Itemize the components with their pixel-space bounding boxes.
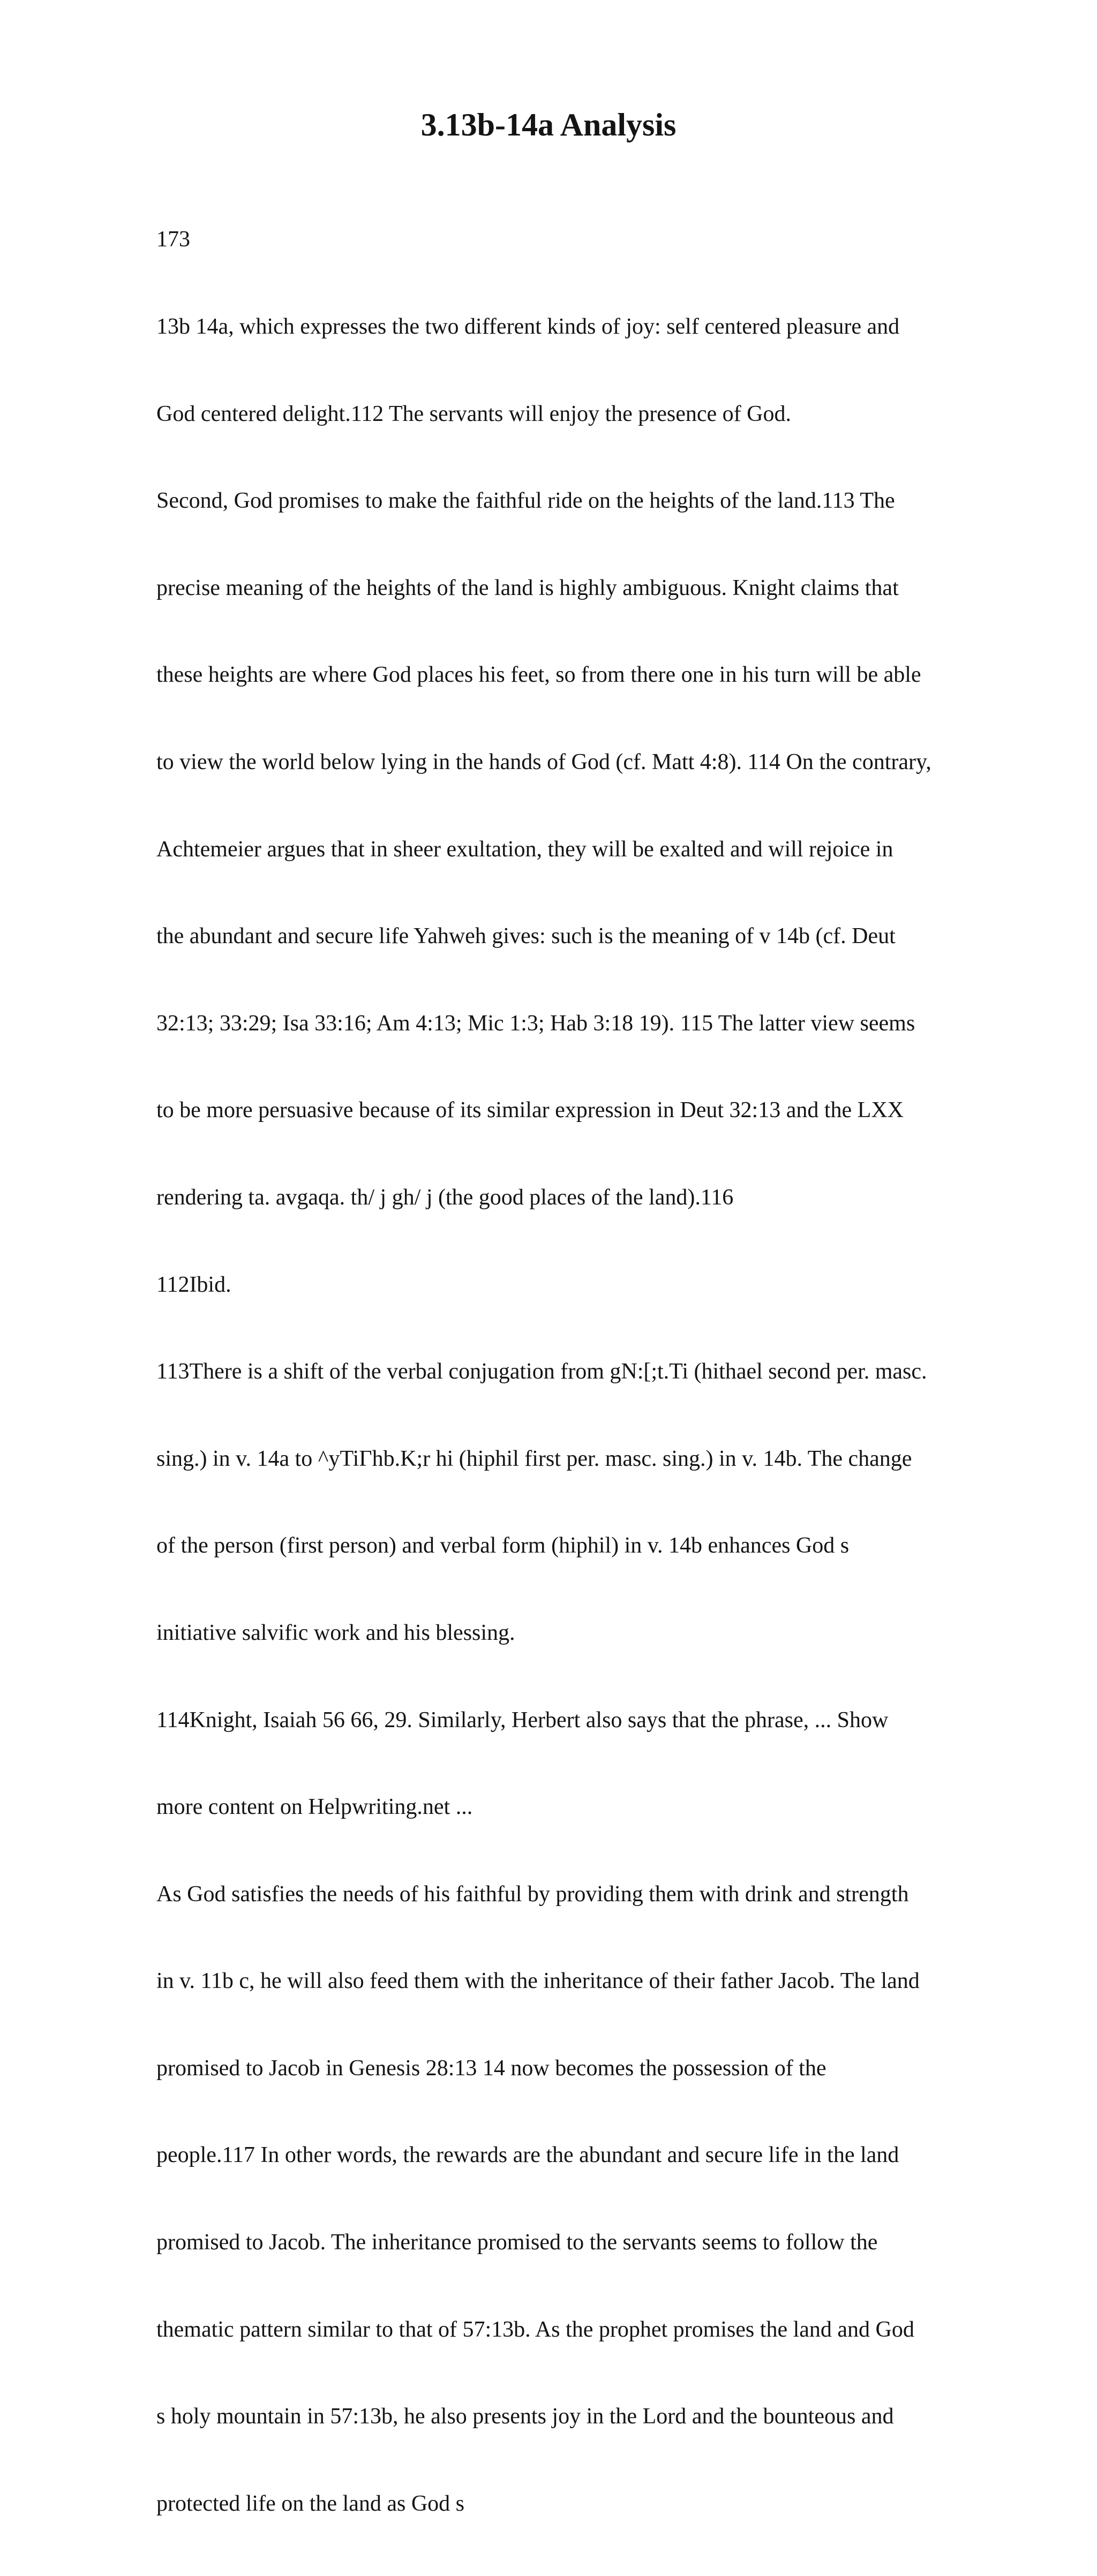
page-title: 3.13b-14a Analysis [420,107,677,142]
text-line: promised to Jacob in Genesis 28:13 14 now becomes the possession of the [156,2055,826,2081]
text-line: promised to Jacob. The inheritance promised to the servants seems to follow the [156,2230,878,2255]
text-line: 32:13; 33:29; Isa 33:16; Am 4:13; Mic 1:3; Hab 3:18 19). 115 The latter view seems [156,1011,915,1036]
footnote-line: 112Ibid. [156,1272,231,1297]
footnote-line: sing.) in v. 14a to ^yTiГhb.K;r hi (hiphil first per. masc. sing.) in v. 14b. The change [156,1446,912,1471]
text-line: thematic pattern similar to that of 57:13b. As the prophet promises the land and God [156,2317,914,2342]
footnote-line: 114Knight, Isaiah 56 66, 29. Similarly, Herbert also says that the phrase, ... Show [156,1707,889,1733]
text-line: Achtemeier argues that in sheer exultation, they will be exalted and will rejoice in [156,837,893,862]
text-line: in v. 11b c, he will also feed them with the inheritance of their father Jacob. The land [156,1969,920,1994]
text-line: to view the world below lying in the hands of God (cf. Matt 4:8). 114 On the contrary, [156,749,931,774]
text-line: the abundant and secure life Yahweh gives: such is the meaning of v 14b (cf. Deut [156,924,896,949]
footnote-line: 113There is a shift of the verbal conjugation from gN:[;t.Ti (hithael second per. masc. [156,1359,927,1384]
footnote-line: initiative salvific work and his blessing. [156,1620,515,1645]
text-line: 13b 14a, which expresses the two different kinds of joy: self centered pleasure and [156,314,900,339]
footnote-line: more content on Helpwriting.net ... [156,1795,473,1820]
text-line: people.117 In other words, the rewards are the abundant and secure life in the land [156,2143,899,2168]
text-line: rendering ta. avgaqa. th/ j gh/ j (the good places of the land).116 [156,1185,734,1210]
text-line: God centered delight.112 The servants will enjoy the presence of God. [156,401,791,426]
text-line: 173 [156,227,190,252]
text-line: Second, God promises to make the faithful ride on the heights of the land.113 The [156,488,895,514]
body-text [156,167,1056,2576]
text-line: precise meaning of the heights of the land is highly ambiguous. Knight claims that [156,575,899,600]
text-line: these heights are where God places his feet, so from there one in his turn will be able [156,662,921,688]
footnote-line: of the person (first person) and verbal form (hiphil) in v. 14b enhances God s [156,1533,850,1558]
text-line: to be more persuasive because of its similar expression in Deut 32:13 and the LXX [156,1098,904,1123]
text-line: protected life on the land as God s [156,2491,464,2516]
text-line: s holy mountain in 57:13b, he also presents joy in the Lord and the bounteous and [156,2404,894,2429]
text-line: As God satisfies the needs of his faithful by providing them with drink and strength [156,1881,909,1907]
